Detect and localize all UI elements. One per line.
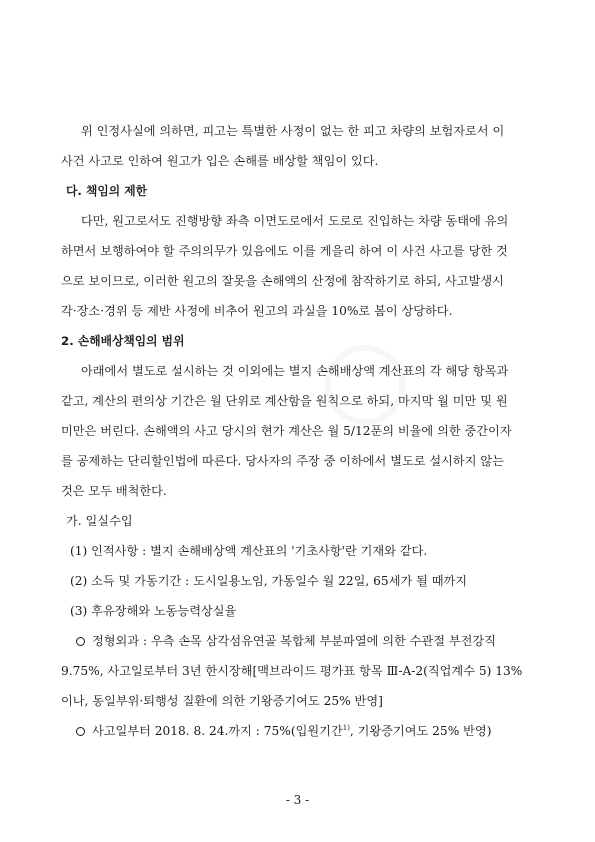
paragraph-a-line-1: 위 인정사실에 의하면, 피고는 특별한 사정이 없는 한 피고 차량의 보험자로서 이 xyxy=(81,124,505,138)
bullet-hospitalization: 사고일부터 2018. 8. 24.까지 : 75%(입원기간$^{1)}$, 기왕증기여도 25% 반영) xyxy=(76,723,491,739)
section-2-line-4: 를 공제하는 단리할인법에 따른다. 당사자의 주장 중 이하에서 별도로 설시하지 않는 xyxy=(61,454,504,468)
section-da-line-3: 으로 보이므로, 이러한 원고의 잘못을 손해액의 산정에 참작하기로 하되, 사고발생시 xyxy=(61,274,504,288)
circle-bullet-icon xyxy=(76,637,85,646)
section-da-line-4: 각·장소·경위 등 제반 사정에 비추어 원고의 과실을 10%로 봄이 상당하다. xyxy=(61,304,453,318)
section-2-line-2: 같고, 계산의 편의상 기간은 월 단위로 계산함을 원칙으로 하되, 마지막 월 미만 및 원 xyxy=(61,394,508,408)
watermark-seal xyxy=(325,345,405,425)
section-heading-lost-income: 가. 일실수입 xyxy=(66,514,133,528)
section-2-line-1: 아래에서 별도로 설시하는 것 이외에는 별지 손해배상액 계산표의 각 해당 항목과 xyxy=(81,364,509,378)
section-da-line-1: 다만, 원고로서도 진행방향 좌측 이면도로에서 도로로 진입하는 차량 동태에 유의 xyxy=(81,214,509,228)
paragraph-a-line-2: 사건 사고로 인하여 원고가 입은 손해를 배상할 책임이 있다. xyxy=(61,154,379,168)
circle-bullet-icon xyxy=(76,727,85,736)
bullet-orthopedics-line-2: 9.75%, 사고일로부터 3년 한시장해[맥브라이드 평가표 항목 Ⅲ-A-2(직업계수 5) 13% xyxy=(61,664,523,678)
section-2-line-3: 미만은 버린다. 손해액의 사고 당시의 현가 계산은 월 5/12푼의 비율에 의한 중간이자 xyxy=(61,424,512,438)
section-2-line-5: 것은 모두 배척한다. xyxy=(61,484,167,498)
item-disability-rate: (3) 후유장해와 노동능력상실율 xyxy=(70,604,237,618)
section-heading-damages-scope: 2. 손해배상책임의 범위 xyxy=(61,334,185,348)
item-personal-info: (1) 인적사항 : 별지 손해배상액 계산표의 '기초사항'란 기재와 같다. xyxy=(70,544,428,558)
page-number: - 3 - xyxy=(285,793,310,807)
bullet-orthopedics-line-3: 이나, 동일부위·퇴행성 질환에 의한 기왕증기여도 25% 반영] xyxy=(61,694,383,708)
footnote-marker[interactable]: 1) xyxy=(342,723,350,732)
bullet-orthopedics-line-1: 정형외과 : 우측 손목 삼각섬유연골 복합체 부분파열에 의한 수관절 부전강직 xyxy=(76,633,540,649)
section-da-line-2: 하면서 보행하여야 할 주의의무가 있음에도 이를 게을리 하여 이 사건 사고를 당한 것 xyxy=(61,244,508,258)
item-income-period: (2) 소득 및 가동기간 : 도시일용노임, 가동일수 월 22일, 65세가 될 때까지 xyxy=(70,574,468,588)
section-heading-liability-limit: 다. 책임의 제한 xyxy=(66,184,148,198)
